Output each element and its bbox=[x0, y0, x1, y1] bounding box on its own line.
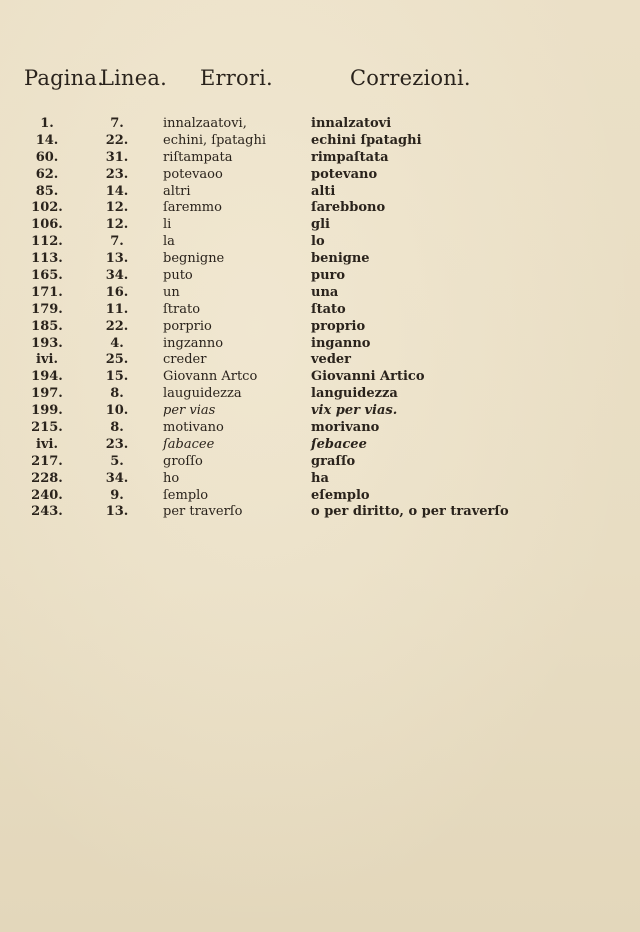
pagina-cell: 243. bbox=[31, 504, 63, 520]
errore-cell: lauguidezza bbox=[163, 386, 242, 402]
errata-row bbox=[0, 420, 640, 437]
errore-cell: ho bbox=[163, 470, 180, 486]
errore-cell: Giovann Artco bbox=[163, 369, 258, 385]
errata-row bbox=[0, 116, 640, 133]
correzione-cell: rimpaſtata bbox=[311, 149, 389, 165]
errore-cell: per traverſo bbox=[163, 504, 243, 520]
linea-cell: 34. bbox=[105, 268, 129, 284]
correzione-cell: languidezza bbox=[311, 386, 398, 402]
errore-cell: echini, ſpataghi bbox=[163, 132, 267, 148]
correzione-cell: potevano bbox=[311, 166, 378, 182]
linea-cell: 22. bbox=[105, 318, 129, 334]
linea-cell: 31. bbox=[105, 149, 129, 165]
pagina-cell: 112. bbox=[31, 234, 63, 250]
correzione-cell: Giovanni Artico bbox=[311, 369, 425, 385]
linea-cell: 8. bbox=[110, 420, 124, 436]
errore-cell: ſemplo bbox=[163, 487, 209, 503]
linea-cell: 5. bbox=[110, 453, 124, 469]
errata-row bbox=[0, 184, 640, 201]
errore-cell: la bbox=[163, 234, 175, 250]
errata-row bbox=[0, 251, 640, 268]
errata-row bbox=[0, 217, 640, 234]
pagina-cell: 14. bbox=[35, 132, 59, 148]
linea-cell: 8. bbox=[110, 386, 124, 402]
correzione-cell: morivano bbox=[311, 420, 380, 436]
errata-row bbox=[0, 268, 640, 285]
errore-cell: groſſo bbox=[163, 453, 203, 469]
errata-row bbox=[0, 133, 640, 150]
errore-cell: altri bbox=[163, 183, 191, 199]
linea-cell: 14. bbox=[105, 183, 129, 199]
pagina-cell: 60. bbox=[35, 149, 59, 165]
errata-table bbox=[0, 116, 640, 521]
pagina-cell: 185. bbox=[31, 318, 63, 334]
pagina-cell: 85. bbox=[35, 183, 59, 199]
errata-row bbox=[0, 336, 640, 353]
errore-cell: innalzaatovi, bbox=[163, 116, 247, 131]
pagina-cell: 106. bbox=[31, 217, 63, 233]
errata-row bbox=[0, 167, 640, 184]
correzione-cell: alti bbox=[311, 183, 336, 199]
correzione-cell: benigne bbox=[311, 251, 370, 267]
errata-row bbox=[0, 302, 640, 319]
correzione-cell: ſtato bbox=[311, 301, 346, 317]
correzione-cell: o per diritto, o per traverſo bbox=[311, 504, 509, 520]
linea-cell: 12. bbox=[105, 200, 129, 216]
pagina-cell: 228. bbox=[31, 470, 63, 486]
errata-row bbox=[0, 386, 640, 403]
linea-cell: 10. bbox=[105, 403, 129, 419]
linea-cell: 7. bbox=[110, 116, 124, 131]
errata-row bbox=[0, 200, 640, 217]
pagina-cell: 165. bbox=[31, 268, 63, 284]
errore-cell: ſaremmo bbox=[163, 200, 222, 216]
correzione-cell: eſemplo bbox=[311, 487, 370, 503]
header-pagina: Pagina. bbox=[24, 66, 104, 90]
pagina-cell: 240. bbox=[31, 487, 63, 503]
correzione-cell: innalzatovi bbox=[311, 116, 392, 131]
linea-cell: 13. bbox=[105, 251, 129, 267]
errata-row bbox=[0, 403, 640, 420]
pagina-cell: 215. bbox=[31, 420, 63, 436]
errore-cell: puto bbox=[163, 268, 193, 284]
correzione-cell: ſebacee bbox=[311, 436, 367, 452]
errata-row bbox=[0, 454, 640, 471]
correzione-cell: graſſo bbox=[311, 453, 356, 469]
pagina-cell: 217. bbox=[31, 453, 63, 469]
linea-cell: 25. bbox=[105, 352, 129, 368]
pagina-cell: 113. bbox=[31, 251, 63, 267]
linea-cell: 22. bbox=[105, 132, 129, 148]
header-linea: Linea. bbox=[100, 66, 168, 90]
errata-row bbox=[0, 437, 640, 454]
errata-row bbox=[0, 285, 640, 302]
errore-cell: ſtrato bbox=[163, 301, 201, 317]
linea-cell: 15. bbox=[105, 369, 129, 385]
pagina-cell: 179. bbox=[31, 301, 63, 317]
errore-cell: ingzanno bbox=[163, 335, 224, 351]
pagina-cell: 1. bbox=[40, 116, 54, 131]
linea-cell: 13. bbox=[105, 504, 129, 520]
linea-cell: 34. bbox=[105, 470, 129, 486]
header-correzioni: Correzioni. bbox=[350, 66, 471, 90]
errore-cell: creder bbox=[163, 352, 207, 368]
pagina-cell: 171. bbox=[31, 284, 63, 300]
errata-row bbox=[0, 352, 640, 369]
correzione-cell: puro bbox=[311, 268, 346, 284]
linea-cell: 4. bbox=[110, 335, 124, 351]
errata-row bbox=[0, 234, 640, 251]
pagina-cell: 194. bbox=[31, 369, 63, 385]
correzione-cell: ſarebbono bbox=[311, 200, 386, 216]
errore-cell: begnigne bbox=[163, 251, 225, 267]
pagina-cell: 197. bbox=[31, 386, 63, 402]
correzione-cell: lo bbox=[311, 234, 325, 250]
errore-cell: li bbox=[163, 217, 172, 233]
errata-row bbox=[0, 488, 640, 505]
linea-cell: 12. bbox=[105, 217, 129, 233]
linea-cell: 9. bbox=[110, 487, 124, 503]
errata-row bbox=[0, 504, 640, 521]
correzione-cell: una bbox=[311, 284, 339, 300]
correzione-cell: gli bbox=[311, 217, 330, 233]
correzione-cell: veder bbox=[311, 352, 352, 368]
errore-cell: porprio bbox=[163, 318, 212, 334]
errore-cell: riſtampata bbox=[163, 149, 233, 165]
correzione-cell: proprio bbox=[311, 318, 366, 334]
errata-row bbox=[0, 319, 640, 336]
linea-cell: 11. bbox=[105, 301, 129, 317]
errata-row bbox=[0, 150, 640, 167]
pagina-cell: 193. bbox=[31, 335, 63, 351]
correzione-cell: echini ſpataghi bbox=[311, 132, 422, 148]
pagina-cell: ivi. bbox=[36, 352, 58, 368]
pagina-cell: 199. bbox=[31, 403, 63, 419]
correzione-cell: ha bbox=[311, 470, 329, 486]
linea-cell: 16. bbox=[105, 284, 129, 300]
correzione-cell: vix per vias. bbox=[311, 403, 398, 419]
correzione-cell: inganno bbox=[311, 335, 371, 351]
pagina-cell: 62. bbox=[35, 166, 59, 182]
linea-cell: 7. bbox=[110, 234, 124, 250]
pagina-cell: ivi. bbox=[36, 436, 58, 452]
linea-cell: 23. bbox=[105, 166, 129, 182]
errata-row bbox=[0, 369, 640, 386]
header-errori: Errori. bbox=[200, 66, 273, 90]
pagina-cell: 102. bbox=[31, 200, 63, 216]
errata-header bbox=[0, 66, 640, 98]
errore-cell: per vias bbox=[163, 403, 216, 419]
errore-cell: motivano bbox=[163, 420, 224, 436]
linea-cell: 23. bbox=[105, 436, 129, 452]
errore-cell: ſabacee bbox=[163, 436, 215, 452]
errore-cell: un bbox=[163, 284, 180, 300]
errore-cell: potevaoo bbox=[163, 166, 223, 182]
errata-row bbox=[0, 471, 640, 488]
